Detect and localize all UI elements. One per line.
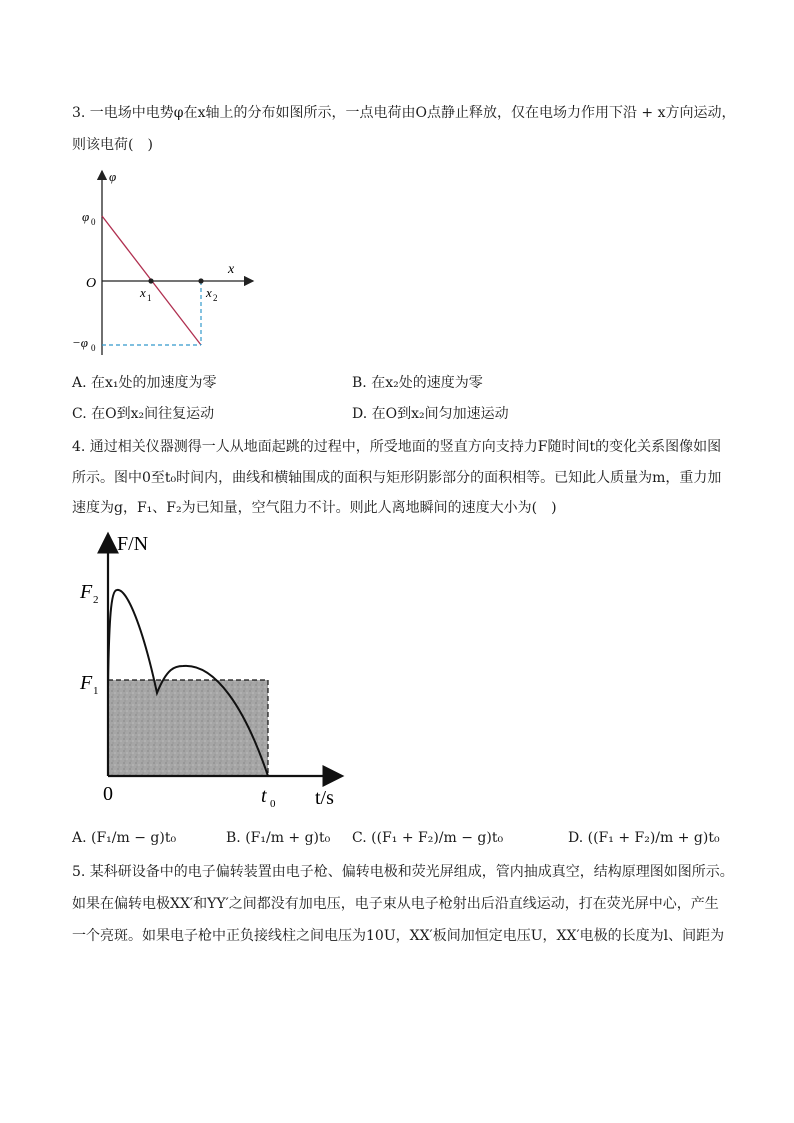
q3-option-d[interactable]: D. 在O到x₂间匀加速运动 — [352, 406, 509, 422]
q3-origin-label: O — [86, 276, 97, 291]
q5-stem-line1: 5. 某科研设备中的电子偏转装置由电子枪、偏转电极和荧光屏组成，管内抽成真空，结构原理图如图所示。 — [72, 864, 734, 880]
q3-neg-phi0-label: −φ — [72, 335, 88, 350]
q3-phi0-label: φ — [82, 209, 90, 224]
q3-x1-label: x — [140, 285, 146, 300]
q3-x1-sub: 1 — [147, 293, 152, 303]
q3-option-c[interactable]: C. 在O到x₂间往复运动 — [72, 406, 215, 422]
q4-stem-line3: 速度为g，F₁、F₂为已知量，空气阻力不计。则此人离地瞬间的速度大小为( ) — [72, 500, 557, 516]
q3-point-x2 — [198, 278, 203, 283]
q3-point-x1 — [148, 278, 153, 283]
q4-x-axis-label: t/s — [315, 787, 334, 809]
q4-origin-label: 0 — [103, 783, 113, 805]
q3-neg-phi0-sub: 0 — [91, 343, 96, 353]
q3-option-b[interactable]: B. 在x₂处的速度为零 — [352, 375, 483, 391]
q4-y-axis-label: F/N — [117, 533, 149, 555]
q4-option-a[interactable]: A. (F₁/m − g)t₀ — [72, 830, 177, 846]
q4-t0-sub: 0 — [270, 798, 276, 810]
q3-phi-axis-label: φ — [109, 169, 117, 184]
q3-phi0-sub: 0 — [91, 217, 96, 227]
q4-stem-line2: 所示。图中0至t₀时间内，曲线和横轴围成的面积与矩形阴影部分的面积相等。已知此人质量为m，重力加 — [72, 470, 722, 486]
q3-potential-graph — [70, 165, 270, 365]
q4-shaded-rectangle — [108, 680, 268, 776]
q4-f2-label: F — [80, 581, 93, 603]
q4-force-time-graph — [75, 528, 350, 813]
q4-t0-label: t — [261, 785, 267, 807]
q3-stem-line1: 3. 一电场中电势φ在x轴上的分布如图所示，一点电荷由O点静止释放，仅在电场力作用下沿 + x方向运动， — [72, 105, 736, 121]
q4-f2-sub: 2 — [93, 594, 99, 606]
q3-option-a[interactable]: A. 在x₁处的加速度为零 — [72, 375, 217, 391]
q4-stem-line1: 4. 通过相关仪器测得一人从地面起跳的过程中，所受地面的竖直方向支持力F随时间t的变化关系图像如图 — [72, 439, 722, 455]
q4-f1-label: F — [80, 672, 93, 694]
q3-x2-sub: 2 — [213, 293, 218, 303]
q4-option-d[interactable]: D. ((F₁ + F₂)/m + g)t₀ — [568, 830, 720, 846]
q3-x-axis-label: x — [228, 262, 235, 277]
q4-option-b[interactable]: B. (F₁/m + g)t₀ — [226, 830, 331, 846]
q4-f1-sub: 1 — [93, 685, 99, 697]
q4-option-c[interactable]: C. ((F₁ + F₂)/m − g)t₀ — [352, 830, 504, 846]
q3-x2-label: x — [206, 285, 212, 300]
q3-stem-line2: 则该电荷( ) — [72, 137, 153, 153]
q5-stem-line2: 如果在偏转电极XX′和YY′之间都没有加电压，电子束从电子枪射出后沿直线运动，打在荧光屏中心，产生 — [72, 896, 719, 912]
q5-stem-line3: 一个亮斑。如果电子枪中正负接线柱之间电压为10U，XX′板间加恒定电压U，XX′电极的长度为l、间距为 — [72, 928, 725, 944]
